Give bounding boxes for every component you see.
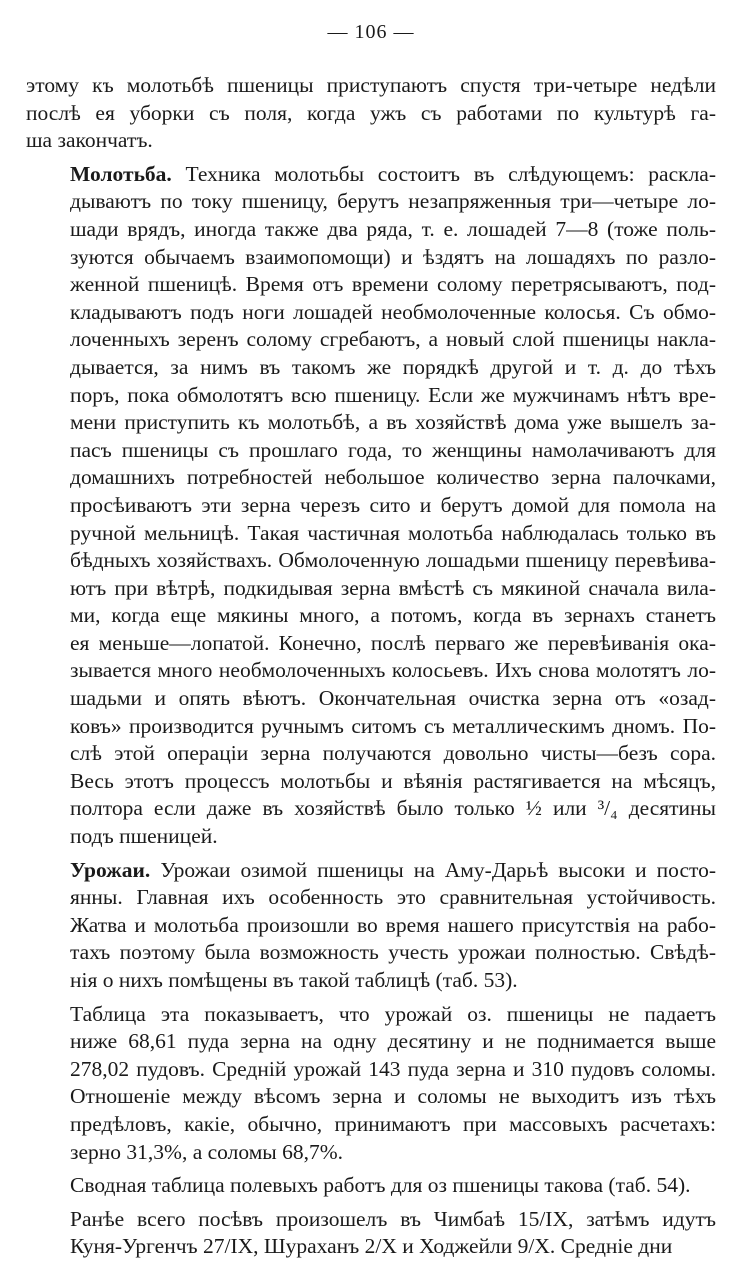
text-line [26,1056,716,1084]
text-line [26,216,716,244]
text-line [26,326,716,354]
text-line [26,409,716,437]
line-text: этому къ молотьбѣ пшеницы приступаютъ спустя три-четыре недѣли [26,73,716,97]
text-line [26,244,716,272]
line-text: янны. Главная ихъ особенность это сравнительная устойчивость. [70,885,716,910]
line-text: шади врядъ, иногда также два ряда, т. е. лошадей 7—8 (тоже поль- [70,216,716,241]
text-line [26,575,716,603]
paragraph [26,857,716,995]
text-line [26,100,716,128]
text-line [26,768,716,796]
text-line [26,72,716,100]
line-text: ручной мельницѣ. Такая частичная молотьба наблюдалась только въ [70,520,716,545]
line-text: дываютъ по току пшеницу, берутъ незапряженныя три—четыре ло- [70,189,716,214]
page-number: — 106 — [327,21,415,43]
paragraph [26,161,716,851]
line-text: зуются обычаемъ взаимопомощи) и ѣздятъ на лошадяхъ по разло- [70,244,716,269]
body-text [26,72,716,1261]
text-line [26,602,716,630]
text-line [26,188,716,216]
line-text: 278,02 пудовъ. Средній урожай 143 пуда зерна и 310 пудовъ соломы. [70,1056,716,1081]
line-text: дывается, за нимъ въ такомъ же порядкѣ другой и т. д. до тѣхъ [70,354,716,379]
line-text: Сводная таблица полевыхъ работъ для оз пшеницы такова (таб. 54). [70,1173,691,1198]
line-text: послѣ ея уборки съ поля, когда ужъ съ работами по культурѣ га- [26,100,716,125]
text-line [26,492,716,520]
line-text: Ранѣе всего посѣвъ произошелъ въ Чимбаѣ 15/IX, затѣмъ идутъ [70,1206,716,1231]
text-line [26,1111,716,1139]
line-text: Техника молотьбы состоитъ въ слѣдующемъ: раскла- [185,161,717,186]
text-line [26,823,716,851]
text-line [26,1172,716,1200]
paragraph-heading: Урожаи. [70,857,151,882]
line-text: зерно 31,3%, а соломы 68,7%. [70,1139,344,1164]
text-line [26,884,716,912]
text-line [26,299,716,327]
text-line [26,1001,716,1029]
text-line [26,161,716,189]
text-line [26,1083,716,1111]
line-text: поръ, пока обмолотятъ всю пшеницу. Если же мужчинамъ нѣтъ вре- [70,382,716,407]
text-line [26,857,716,885]
line-text: ми, когда еще мякины много, а потомъ, когда въ зернахъ станетъ [70,603,716,628]
line-text: Жатва и молотьба произошли во время нашего присутствія на рабо- [70,912,716,937]
text-line [26,967,716,995]
line-text: Таблица эта показываетъ, что урожай оз. пшеницы не падаетъ [70,1001,716,1026]
line-text: ютъ при вѣтрѣ, подкидывая зерна вмѣстѣ съ мякиной сначала вила- [70,575,716,600]
document-page [26,18,716,1267]
text-line [26,939,716,967]
text-line [26,912,716,940]
line-text: полтора если даже въ хозяйствѣ было только ½ или ³/₄ десятины [70,796,716,821]
text-line [26,520,716,548]
line-text: шадьми и опять вѣютъ. Окончательная очистка зерна отъ «озад- [70,686,716,711]
line-text: Куня-Ургенчъ 27/IX, Шураханъ 2/X и Ходжейли 9/X. Средніе дни [70,1234,673,1259]
line-text: нія о нихъ помѣщены въ такой таблицѣ (таб. 53). [70,968,518,992]
text-line [26,382,716,410]
line-text: предѣловъ, какіе, обычно, принимаютъ при массовыхъ расчетахъ: [70,1111,716,1136]
line-text: кладываютъ подъ ноги лошадей необмолоченные колосья. Съ обмо- [70,299,716,324]
line-text: Весь этотъ процессъ молотьбы и вѣянія растягивается на мѣсяцъ, [70,768,716,793]
paragraph [26,1206,716,1261]
text-line [26,740,716,768]
text-line [26,713,716,741]
line-text: домашнихъ потребностей небольшое количество зерна палочками, [70,465,716,490]
text-line [26,464,716,492]
line-text: бѣдныхъ хозяйствахъ. Обмолоченную лошадьми пшеницу перевѣива- [70,548,716,573]
text-line [26,1139,716,1167]
text-line [26,127,716,155]
line-text: Урожаи озимой пшеницы на Аму-Дарьѣ высоки и посто- [160,857,717,882]
text-line [26,354,716,382]
line-text: слѣ этой операціи зерна получаются довольно чисты—безъ сора. [70,741,716,766]
text-line [26,1233,716,1261]
line-text: зывается много необмолоченныхъ колосьевъ. Ихъ снова молотятъ ло- [70,658,716,683]
line-text: просѣиваютъ эти зерна черезъ сито и берутъ домой для помола на [70,492,716,517]
line-text: тахъ поэтому была возможность учесть урожаи полностью. Свѣдѣ- [70,940,716,965]
line-text: пасъ пшеницы съ прошлаго года, то женщины намолачиваютъ для [70,437,716,462]
line-text: мени приступить къ молотьбѣ, а въ хозяйствѣ дома уже вышелъ за- [70,410,716,435]
text-line [26,1206,716,1234]
paragraph-heading: Молотьба. [70,161,172,186]
text-line [26,685,716,713]
text-line [26,795,716,823]
line-text: лоченныхъ зеренъ солому сгребаютъ, а новый слой пшеницы накла- [70,327,716,352]
text-line [26,630,716,658]
paragraph [26,1001,716,1167]
line-text: Отношеніе между вѣсомъ зерна и соломы не выходитъ изъ тѣхъ [70,1084,716,1109]
line-text: ея меньше—лопатой. Конечно, послѣ перваго же перевѣиванія ока- [70,630,716,655]
text-line [26,437,716,465]
text-line [26,657,716,685]
paragraph [26,1172,716,1200]
line-text: подъ пшеницей. [70,824,218,849]
text-line [26,1028,716,1056]
line-text: женной пшеницѣ. Время отъ времени солому перетрясываютъ, под- [70,272,716,297]
text-line [26,271,716,299]
text-line [26,547,716,575]
line-text: ниже 68,61 пуда зерна на одну десятину и не поднимается выше [70,1029,716,1054]
paragraph [26,72,716,155]
line-text: ша закончатъ. [26,128,153,153]
line-text: ковъ» производится ручнымъ ситомъ съ металлическимъ дномъ. По- [70,713,716,738]
